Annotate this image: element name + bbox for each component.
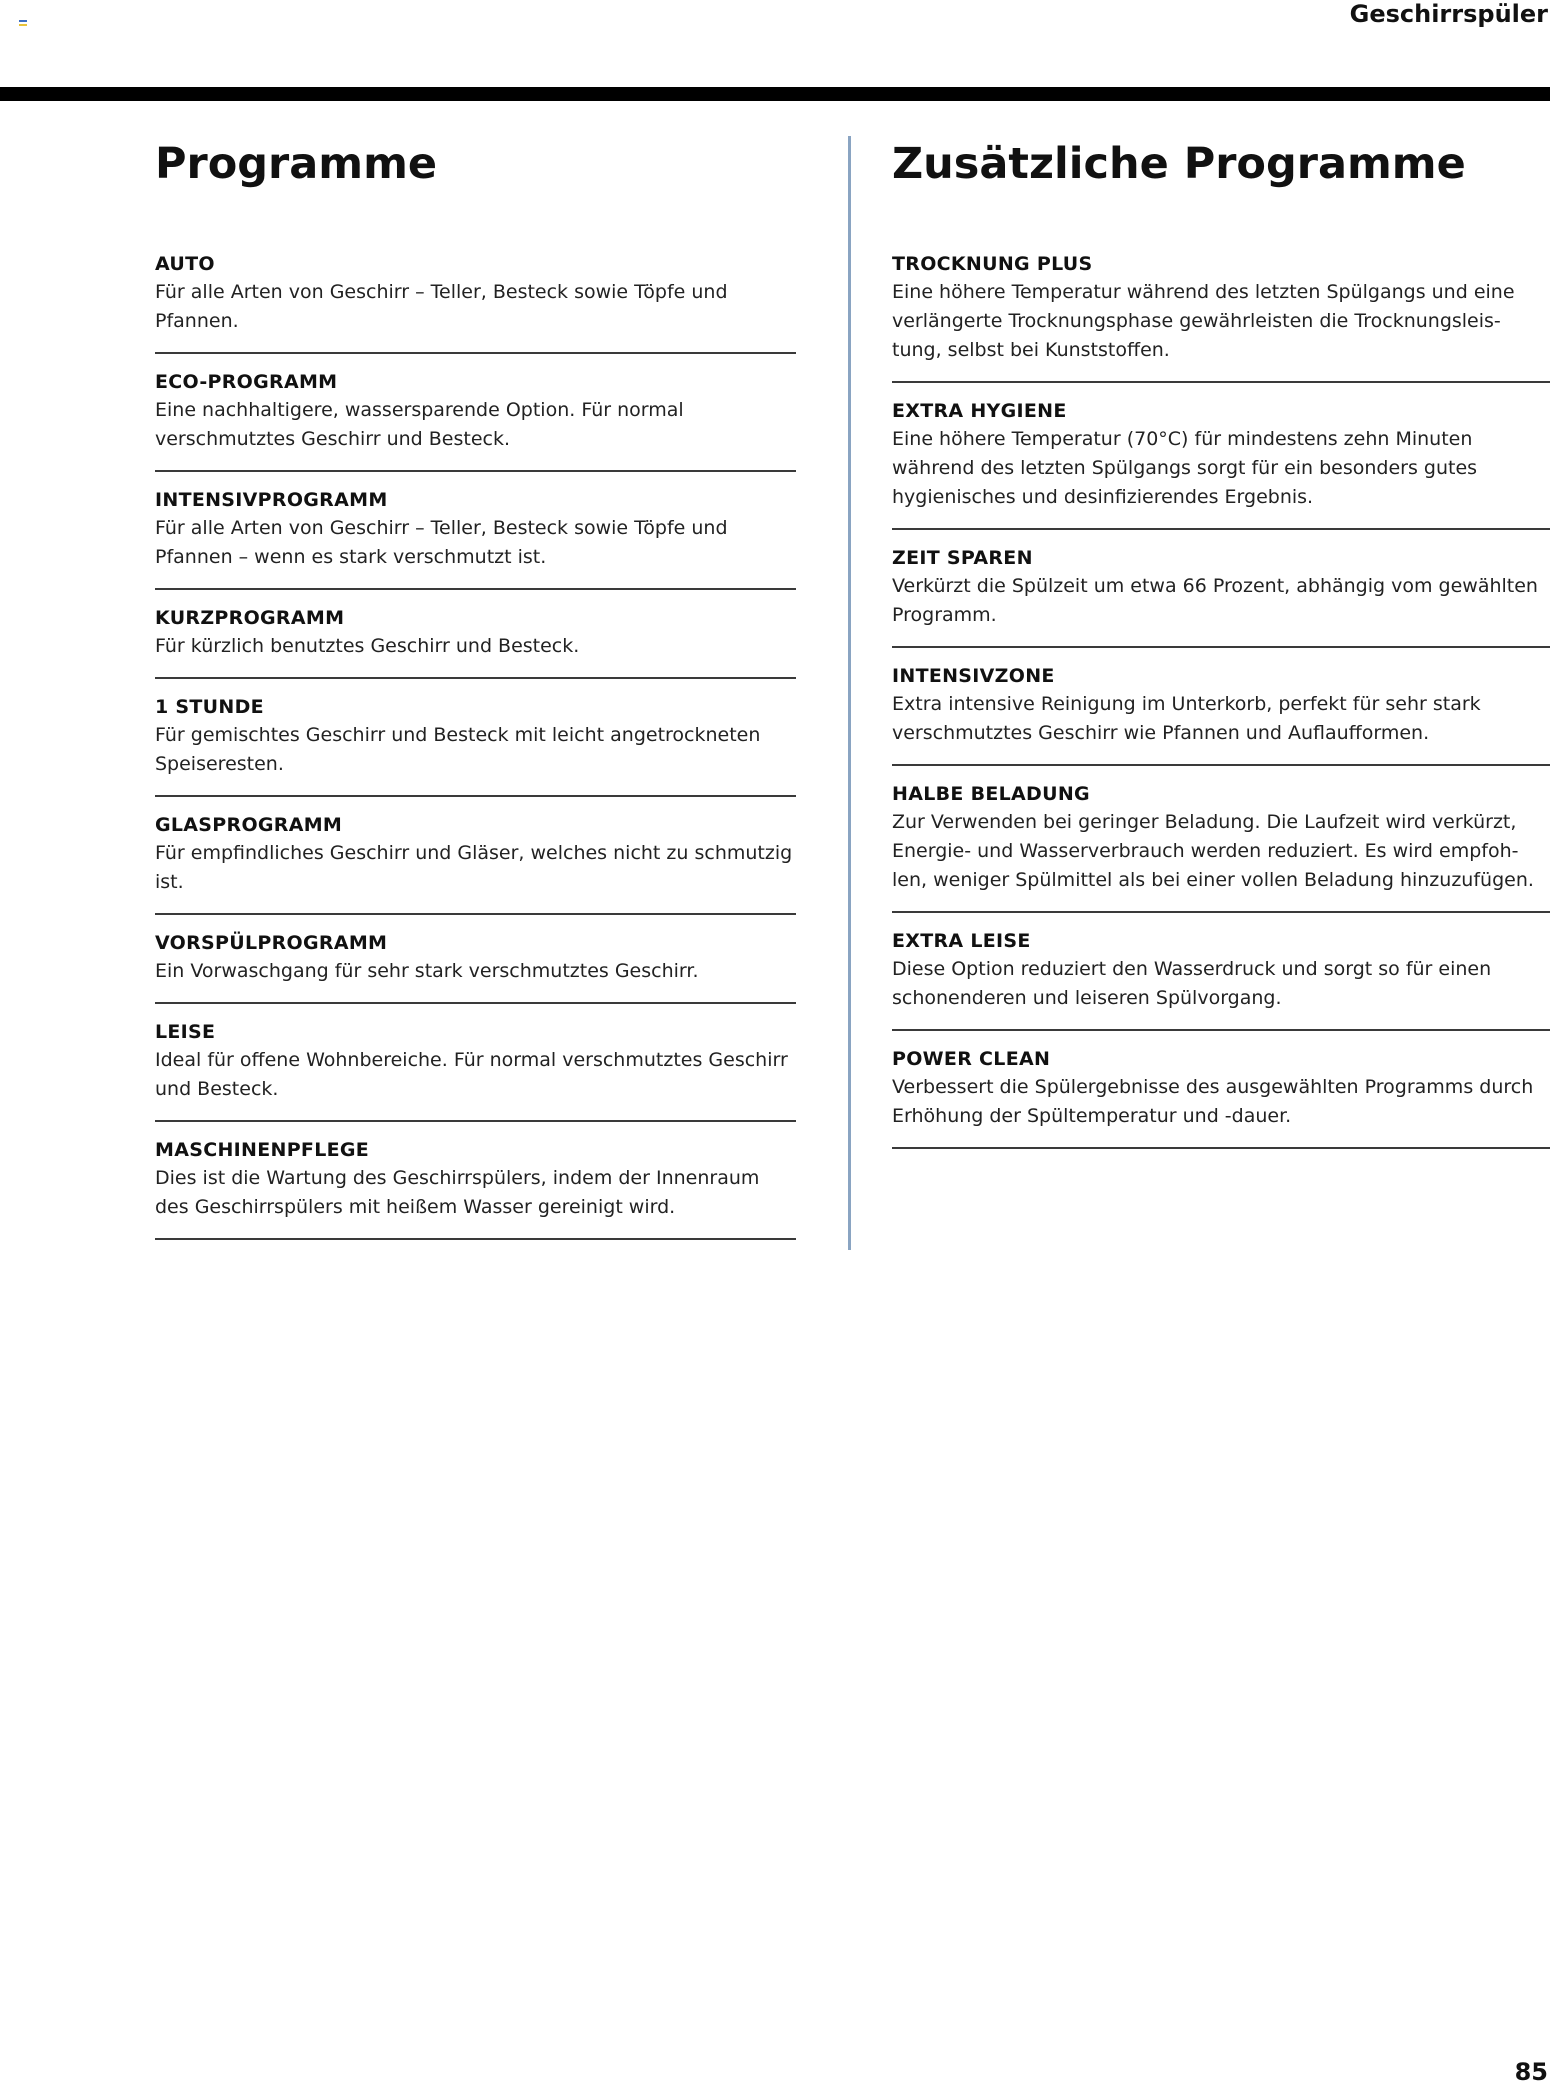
program-description: Für alle Arten von Geschirr – Teller, Besteck sowie Töpfe und Pfannen. [155, 281, 728, 332]
flag-stripe-bottom [19, 24, 27, 26]
program-name: AUTO [155, 253, 215, 275]
programs-title: Programme [155, 139, 438, 189]
program-item [155, 250, 796, 354]
option-description: Zur Verwenden bei geringer Beladung. Die Laufzeit wird verkürzt, Energie- und Wasserverbrauch werden reduziert. Es wird empfoh-len, weniger Spülmittel als bei einer vollen Beladung hinzuzufügen. [892, 811, 1534, 891]
program-name: 1 STUNDE [155, 696, 264, 718]
header-rule [0, 87, 1550, 101]
program-item [155, 368, 796, 472]
option-name: POWER CLEAN [892, 1048, 1051, 1070]
option-item [892, 1045, 1550, 1149]
program-name: KURZPROGRAMM [155, 607, 345, 629]
program-description: Dies ist die Wartung des Geschirrspülers, indem der Innenraum des Geschirrspülers mit heißem Wasser gereinigt wird. [155, 1167, 760, 1218]
programs-list [155, 250, 796, 1240]
program-item [155, 693, 796, 797]
option-description: Extra intensive Reinigung im Unterkorb, perfekt für sehr stark verschmutztes Geschirr wie Pfannen und Auflaufformen. [892, 693, 1481, 744]
option-name: HALBE BELADUNG [892, 783, 1090, 805]
option-name: ZEIT SPAREN [892, 547, 1033, 569]
option-description: Eine höhere Temperatur (70°C) für mindestens zehn Minuten während des letzten Spülgangs sorgt für ein besonders gutes hygienisches und desinfizierendes Ergebnis. [892, 428, 1478, 508]
additional-programs-column [892, 130, 1550, 1163]
option-description: Verkürzt die Spülzeit um etwa 66 Prozent, abhängig vom gewählten Programm. [892, 575, 1538, 626]
option-item [892, 662, 1550, 766]
program-item [155, 1136, 796, 1240]
program-name: GLASPROGRAMM [155, 814, 343, 836]
option-name: INTENSIVZONE [892, 665, 1055, 687]
program-name: MASCHINENPFLEGE [155, 1139, 370, 1161]
option-name: EXTRA HYGIENE [892, 400, 1067, 422]
option-item [892, 927, 1550, 1031]
program-description: Für empfindliches Geschirr und Gläser, welches nicht zu schmutzig ist. [155, 842, 793, 893]
column-divider [848, 136, 851, 1250]
program-item [155, 486, 796, 590]
program-description: Für kürzlich benutztes Geschirr und Besteck. [155, 635, 580, 657]
flag-icon [19, 20, 27, 26]
additional-programs-title: Zusätzliche Programme [892, 139, 1466, 189]
option-description: Diese Option reduziert den Wasserdruck und sorgt so für einen schonenderen und leiseren Spülvorgang. [892, 958, 1492, 1009]
header-title: Geschirrspüler [1349, 0, 1548, 28]
page-number: 85 [1514, 2058, 1548, 2086]
program-description: Für gemischtes Geschirr und Besteck mit leicht angetrockneten Speiseresten. [155, 724, 761, 775]
option-name: EXTRA LEISE [892, 930, 1031, 952]
additional-programs-list [892, 250, 1550, 1149]
program-description: Ideal für offene Wohnbereiche. Für normal verschmutztes Geschirr und Besteck. [155, 1049, 788, 1100]
program-name: VORSPÜLPROGRAMM [155, 932, 388, 954]
option-name: TROCKNUNG PLUS [892, 253, 1093, 275]
option-description: Eine höhere Temperatur während des letzten Spülgangs und eine verlängerte Trocknungsphase gewährleisten die Trocknungsleis-tung, selbst bei Kunststoffen. [892, 281, 1515, 361]
option-item [892, 544, 1550, 648]
option-description: Verbessert die Spülergebnisse des ausgewählten Programms durch Erhöhung der Spültemperatur und -dauer. [892, 1076, 1534, 1127]
program-item [155, 929, 796, 1004]
program-name: INTENSIVPROGRAMM [155, 489, 388, 511]
option-item [892, 780, 1550, 913]
option-item [892, 250, 1550, 383]
program-description: Für alle Arten von Geschirr – Teller, Besteck sowie Töpfe und Pfannen – wenn es stark verschmutzt ist. [155, 517, 728, 568]
program-name: LEISE [155, 1021, 216, 1043]
program-description: Ein Vorwaschgang für sehr stark verschmutztes Geschirr. [155, 960, 699, 982]
option-item [892, 397, 1550, 530]
program-item [155, 811, 796, 915]
program-name: ECO-PROGRAMM [155, 371, 338, 393]
program-item [155, 1018, 796, 1122]
programs-column [155, 130, 796, 1254]
program-description: Eine nachhaltigere, wassersparende Option. Für normal verschmutztes Geschirr und Besteck. [155, 399, 684, 450]
program-item [155, 604, 796, 679]
